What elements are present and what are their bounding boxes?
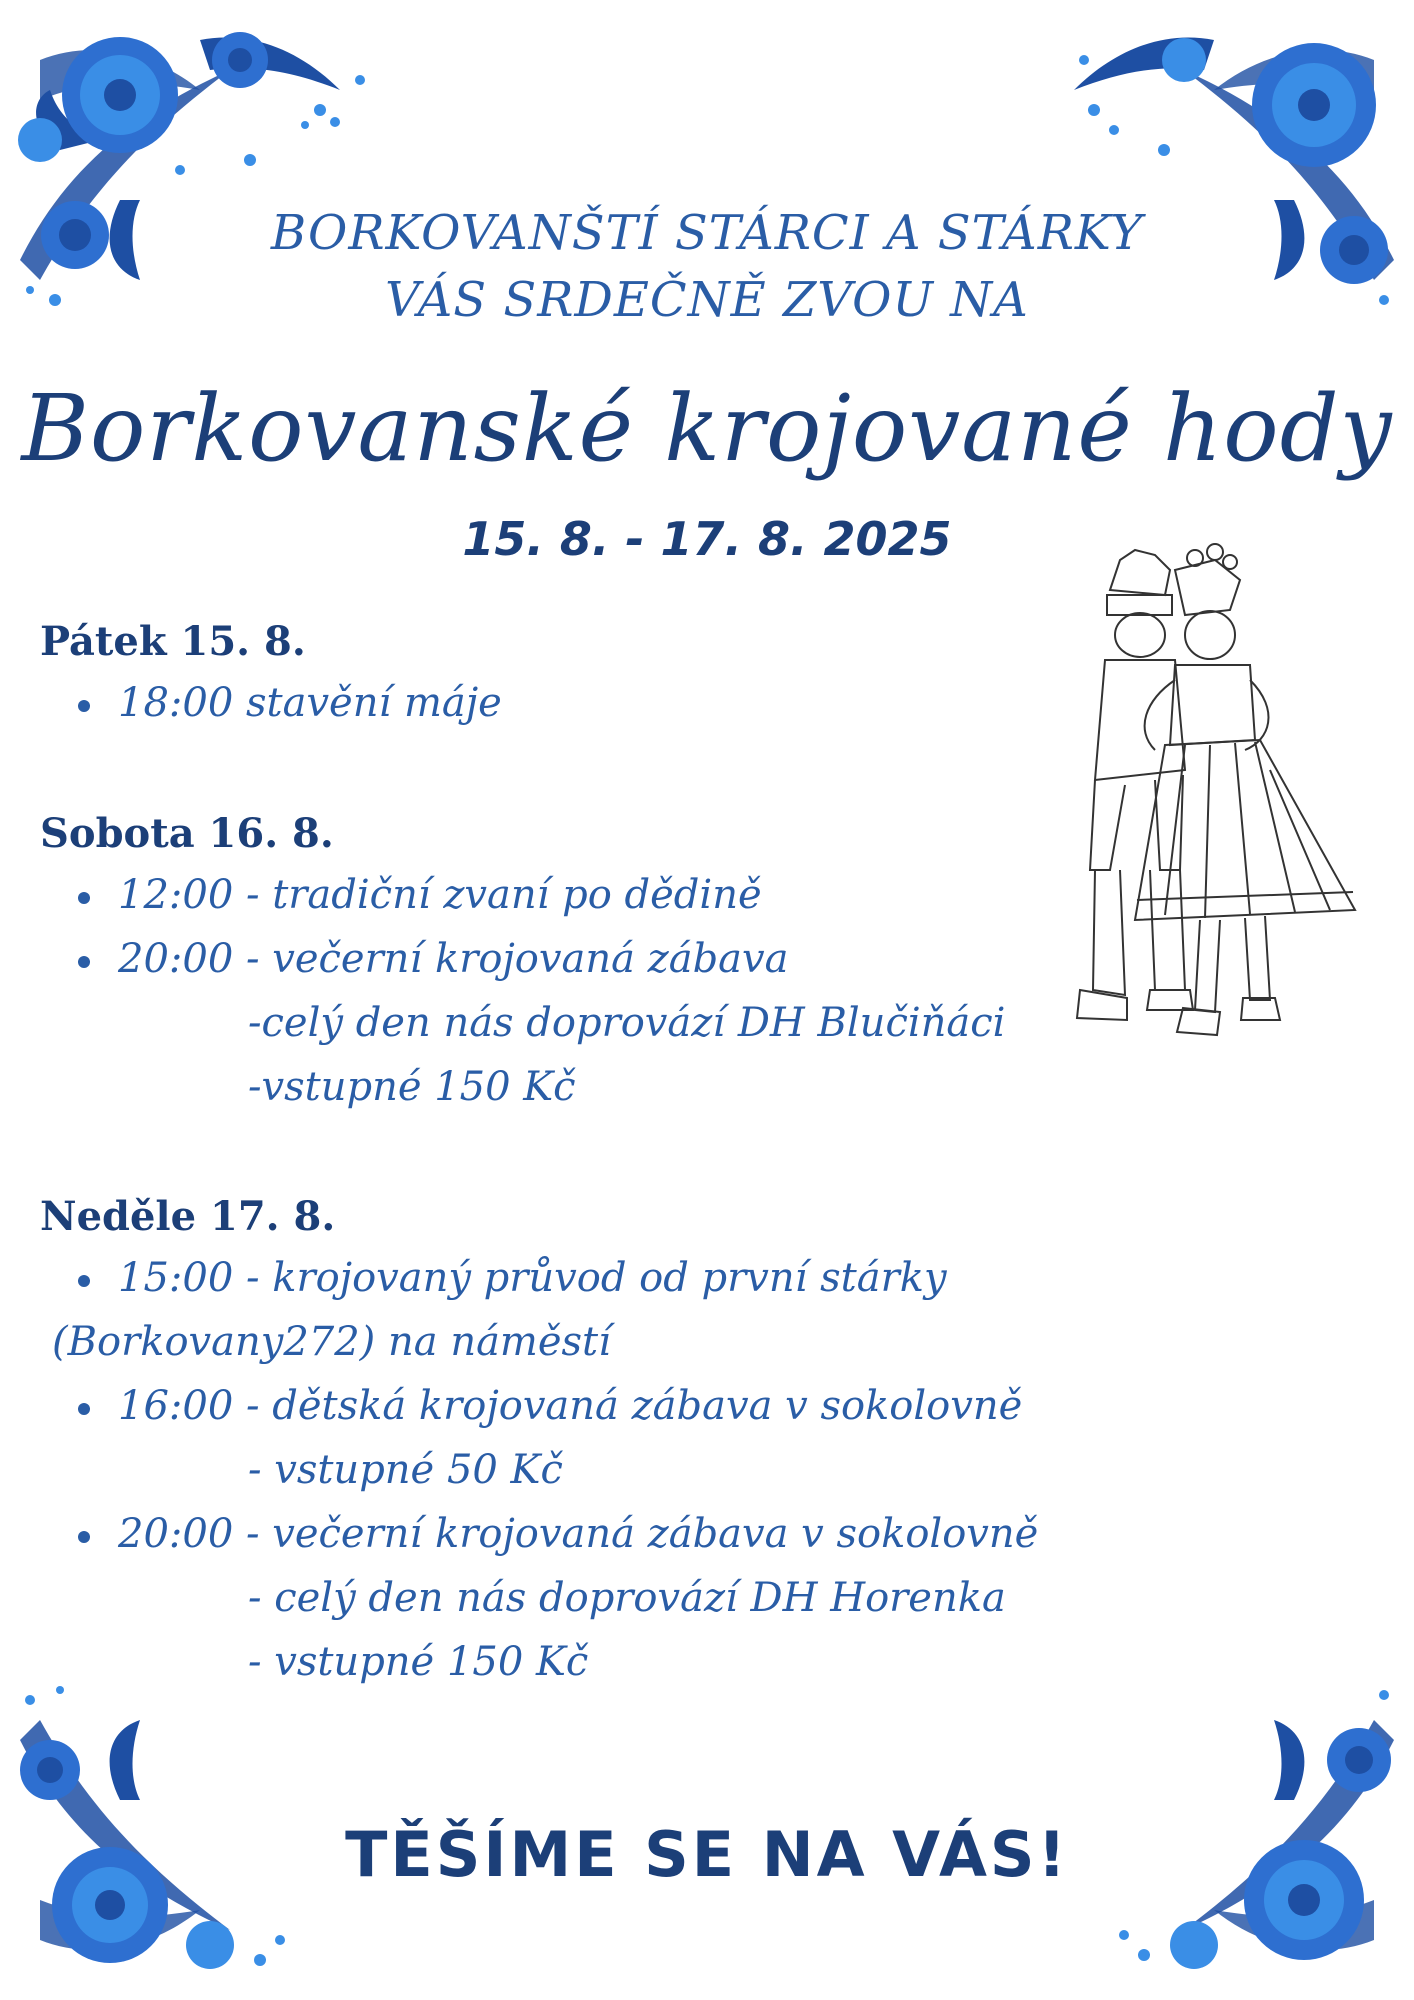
event-title: Borkovanské krojované hody [21, 375, 1393, 482]
closing-message: TĚŠÍME SE NA VÁS! [345, 1818, 1069, 1891]
folk-dancers-illustration [1065, 540, 1375, 1060]
program-note: - vstupné 50 Kč [248, 1447, 563, 1493]
event-dates: 15. 8. - 17. 8. 2025 [462, 512, 952, 566]
bullet-icon [78, 892, 90, 904]
day-heading-sunday: Neděle 17. 8. [40, 1193, 336, 1240]
program-note: - celý den nás doprovází DH Horenka [248, 1575, 1006, 1621]
program-note: -celý den nás doprovází DH Blučiňáci [248, 1000, 1006, 1046]
program-note: - vstupné 150 Kč [248, 1639, 589, 1685]
bullet-icon [78, 1403, 90, 1415]
invitation-line-1: BORKOVANŠTÍ STÁRCI A STÁRKY [270, 205, 1144, 261]
program-item: 12:00 - tradiční zvaní po dědině [118, 872, 762, 918]
program-item: 16:00 - dětská krojovaná zábava v sokolovně [118, 1383, 1023, 1429]
bullet-icon [78, 956, 90, 968]
invitation-line-2: VÁS SRDEČNĚ ZVOU NA [385, 272, 1029, 328]
program-item: 18:00 stavění máje [118, 680, 502, 726]
bullet-icon [78, 700, 90, 712]
bullet-icon [78, 1275, 90, 1287]
day-heading-friday: Pátek 15. 8. [40, 618, 306, 665]
program-item: 15:00 - krojovaný průvod od první stárky [118, 1255, 947, 1301]
program-item: 20:00 - večerní krojovaná zábava [118, 936, 789, 982]
program-item: 20:00 - večerní krojovaná zábava v sokolovně [118, 1511, 1039, 1557]
day-heading-saturday: Sobota 16. 8. [40, 810, 334, 857]
program-note: -vstupné 150 Kč [248, 1064, 576, 1110]
bullet-icon [78, 1531, 90, 1543]
program-item-continuation: (Borkovany272) na náměstí [52, 1319, 611, 1365]
